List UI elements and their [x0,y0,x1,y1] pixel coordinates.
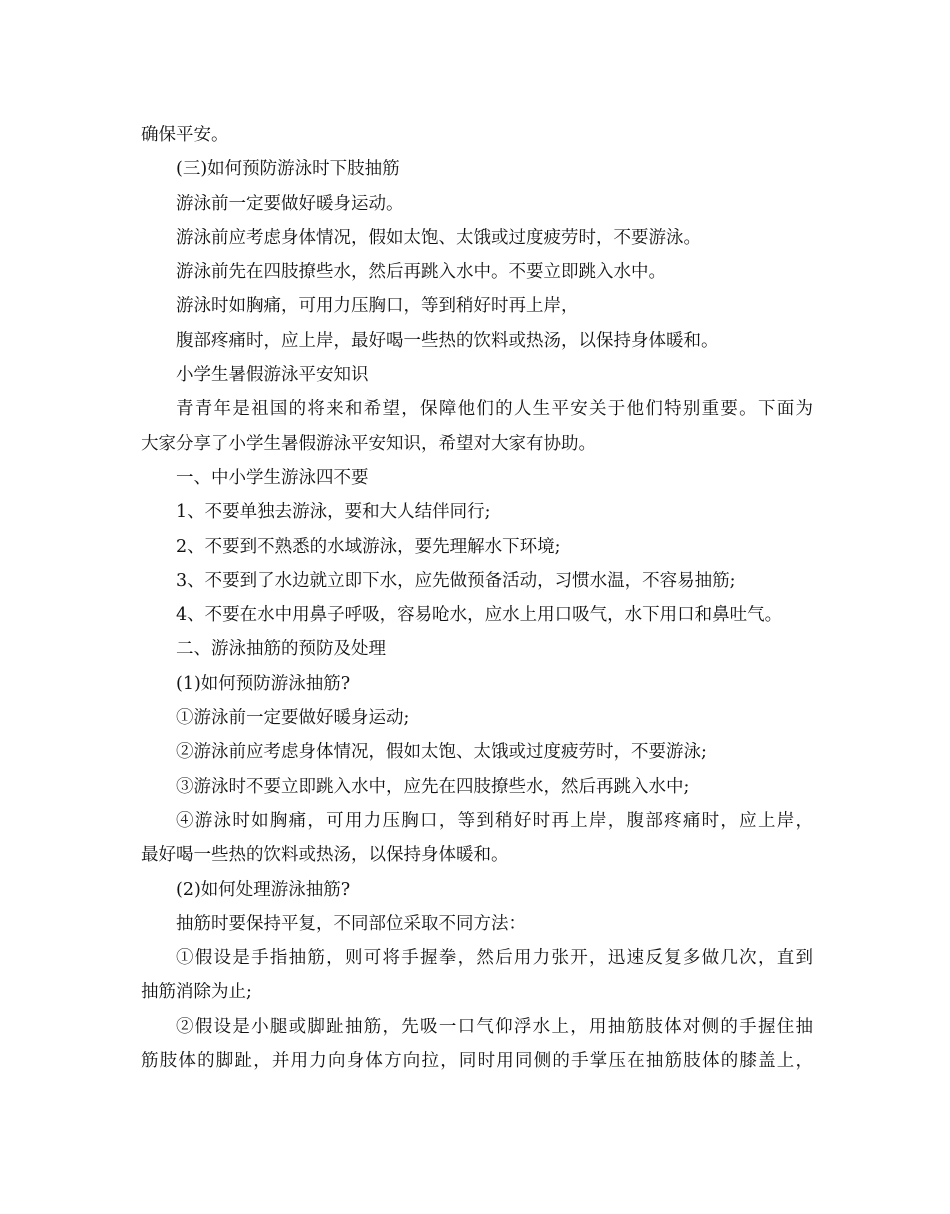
paragraph-line: 3、不要到了水边就立即下水，应先做预备活动，习惯水温，不容易抽筋; [176,570,736,591]
document-body [141,118,813,1078]
paragraph-line: ②假设是小腿或脚趾抽筋，先吸一口气仰浮水上，用抽筋肢体对侧的手握住抽 [176,1016,813,1037]
paragraph-line: 青青年是祖国的将来和希望，保障他们的人生平安关于他们特别重要。下面为 [176,399,813,420]
paragraph-line: ②游泳前应考虑身体情况，假如太饱、太饿或过度疲劳时，不要游泳; [176,742,707,763]
paragraph-line: 2、不要到不熟悉的水域游泳，要先理解水下环境; [176,536,561,557]
paragraph-line: 一、中小学生游泳四不要 [176,467,369,488]
paragraph-line: 筋肢体的脚趾，并用力向身体方向拉，同时用同侧的手掌压在抽筋肢体的膝盖上， [141,1051,813,1072]
paragraph-line: (2)如何处理游泳抽筋? [176,879,351,900]
paragraph-line: 游泳时如胸痛，可用力压胸口，等到稍好时再上岸， [176,296,579,317]
paragraph-line: 抽筋时要保持平复，不同部位采取不同方法： [176,913,526,934]
paragraph-line: ①假设是手指抽筋，则可将手握拳，然后用力张开，迅速反复多做几次，直到 [176,948,813,969]
paragraph-line: 大家分享了小学生暑假游泳平安知识，希望对大家有协助。 [141,433,596,454]
paragraph-line: 1、不要单独去游泳，要和大人结伴同行; [176,502,491,523]
paragraph-line: (三)如何预防游泳时下肢抽筋 [176,159,400,180]
paragraph-line: 4、不要在水中用鼻子呼吸，容易呛水，应水上用口吸气，水下用口和鼻吐气。 [176,605,783,626]
paragraph-line: 二、游泳抽筋的预防及处理 [176,639,386,660]
paragraph-line: 腹部疼痛时，应上岸，最好喝一些热的饮料或热汤，以保持身体暖和。 [176,330,719,351]
paragraph-line: (1)如何预防游泳抽筋? [176,673,351,694]
paragraph-line: ④游泳时如胸痛，可用力压胸口，等到稍好时再上岸，腹部疼痛时，应上岸， [176,810,813,831]
paragraph-line: 游泳前先在四肢撩些水，然后再跳入水中。不要立即跳入水中。 [176,262,666,283]
paragraph-line: 抽筋消除为止; [141,982,252,1003]
paragraph-line: 游泳前一定要做好暖身运动。 [176,193,404,214]
paragraph-line: ③游泳时不要立即跳入水中，应先在四肢撩些水，然后再跳入水中; [176,776,690,797]
paragraph-line: 最好喝一些热的饮料或热汤，以保持身体暖和。 [141,845,509,866]
paragraph-line: 小学生暑假游泳平安知识 [176,365,369,386]
paragraph-line: 游泳前应考虑身体情况，假如太饱、太饿或过度疲劳时，不要游泳。 [176,227,701,248]
paragraph-line: 确保平安。 [141,125,229,145]
paragraph-line: ①游泳前一定要做好暖身运动; [176,708,410,729]
